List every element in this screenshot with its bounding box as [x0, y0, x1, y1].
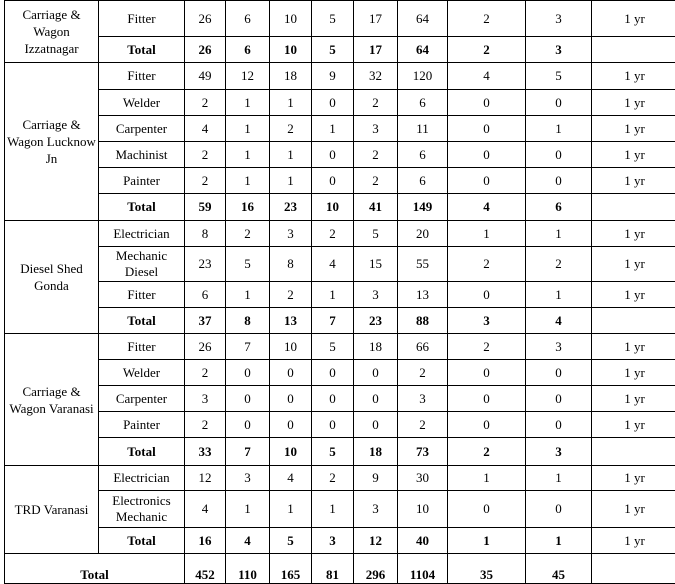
table-row: [5, 142, 675, 168]
col-8-cell: 0: [526, 491, 592, 528]
col-6-cell: 3: [398, 386, 448, 412]
col-2-cell: 8: [226, 308, 270, 334]
duration-cell: 1 yr: [592, 1, 675, 37]
col-3-cell: 10: [270, 334, 312, 360]
trade-cell: Welder: [99, 360, 185, 386]
unit-name-cell: Diesel Shed Gonda: [5, 221, 99, 334]
col-5-cell: 17: [354, 1, 398, 37]
col-5-cell: 0: [354, 386, 398, 412]
col-4-cell: 3: [312, 528, 354, 554]
col-8-cell: 0: [526, 90, 592, 116]
col-7-cell: 0: [448, 90, 526, 116]
table-row: [5, 412, 675, 438]
col-6-cell: 2: [398, 412, 448, 438]
col-4-cell: 5: [312, 438, 354, 466]
col-6-cell: 30: [398, 466, 448, 491]
col-1-cell: 26: [185, 1, 226, 37]
col-8-cell: 1: [526, 221, 592, 247]
col-4-cell: 1: [312, 282, 354, 308]
col-7-cell: 2: [448, 438, 526, 466]
col-2-total-cell: 110: [226, 554, 270, 584]
col-5-cell: 41: [354, 194, 398, 221]
grand-total-label: Total: [5, 554, 185, 584]
col-4-cell: 0: [312, 168, 354, 194]
duration-total-cell: [592, 554, 675, 584]
duration-cell: 1 yr: [592, 247, 675, 282]
col-2-cell: 4: [226, 528, 270, 554]
duration-cell: 1 yr: [592, 334, 675, 360]
duration-cell: [592, 438, 675, 466]
col-5-cell: 9: [354, 466, 398, 491]
trade-cell: Painter: [99, 412, 185, 438]
col-3-cell: 1: [270, 168, 312, 194]
col-3-cell: 3: [270, 221, 312, 247]
col-1-cell: 23: [185, 247, 226, 282]
duration-cell: 1 yr: [592, 168, 675, 194]
col-8-cell: 3: [526, 37, 592, 63]
col-2-cell: 6: [226, 1, 270, 37]
col-1-cell: 16: [185, 528, 226, 554]
table-row: [5, 63, 675, 90]
col-2-cell: 2: [226, 221, 270, 247]
col-1-cell: 49: [185, 63, 226, 90]
col-5-cell: 3: [354, 491, 398, 528]
col-3-cell: 10: [270, 438, 312, 466]
col-7-cell: 1: [448, 528, 526, 554]
col-8-cell: 1: [526, 282, 592, 308]
col-7-cell: 2: [448, 334, 526, 360]
col-8-cell: 0: [526, 142, 592, 168]
col-3-cell: 2: [270, 116, 312, 142]
duration-cell: 1 yr: [592, 142, 675, 168]
col-4-cell: 1: [312, 491, 354, 528]
col-7-cell: 0: [448, 116, 526, 142]
col-5-cell: 0: [354, 412, 398, 438]
trade-cell: Welder: [99, 90, 185, 116]
col-2-cell: 1: [226, 491, 270, 528]
col-8-total-cell: 45: [526, 554, 592, 584]
duration-cell: 1 yr: [592, 116, 675, 142]
col-4-cell: 0: [312, 412, 354, 438]
trade-cell: Fitter: [99, 334, 185, 360]
table-row: [5, 221, 675, 247]
trade-cell: Total: [99, 308, 185, 334]
col-6-cell: 40: [398, 528, 448, 554]
col-5-cell: 15: [354, 247, 398, 282]
col-1-cell: 4: [185, 116, 226, 142]
col-4-cell: 0: [312, 386, 354, 412]
col-6-total-cell: 1104: [398, 554, 448, 584]
col-8-cell: 1: [526, 466, 592, 491]
col-2-cell: 0: [226, 386, 270, 412]
col-5-cell: 3: [354, 116, 398, 142]
col-1-cell: 6: [185, 282, 226, 308]
col-3-cell: 0: [270, 386, 312, 412]
col-2-cell: 7: [226, 438, 270, 466]
col-3-cell: 8: [270, 247, 312, 282]
col-3-cell: 13: [270, 308, 312, 334]
col-7-cell: 0: [448, 491, 526, 528]
table-row: [5, 1, 675, 37]
table-row: [5, 90, 675, 116]
trade-cell: Painter: [99, 168, 185, 194]
unit-name-cell: Carriage & Wagon Lucknow Jn: [5, 63, 99, 221]
col-5-cell: 32: [354, 63, 398, 90]
col-4-cell: 0: [312, 90, 354, 116]
trade-cell: Machinist: [99, 142, 185, 168]
section-total-row: [5, 37, 675, 63]
col-7-cell: 0: [448, 360, 526, 386]
trade-cell: Fitter: [99, 282, 185, 308]
trade-cell: Total: [99, 37, 185, 63]
col-2-cell: 1: [226, 282, 270, 308]
duration-cell: 1 yr: [592, 528, 675, 554]
col-2-cell: 7: [226, 334, 270, 360]
col-4-cell: 2: [312, 466, 354, 491]
col-1-cell: 12: [185, 466, 226, 491]
trade-cell: Electrician: [99, 466, 185, 491]
col-1-cell: 2: [185, 142, 226, 168]
trade-cell: Total: [99, 438, 185, 466]
col-7-cell: 2: [448, 37, 526, 63]
col-6-cell: 88: [398, 308, 448, 334]
trade-cell: Electrician: [99, 221, 185, 247]
table-body: [5, 1, 675, 584]
unit-name-cell: TRD Varanasi: [5, 466, 99, 554]
col-1-cell: 2: [185, 90, 226, 116]
col-7-cell: 0: [448, 386, 526, 412]
col-1-cell: 59: [185, 194, 226, 221]
col-8-cell: 4: [526, 308, 592, 334]
col-6-cell: 64: [398, 37, 448, 63]
trade-cell: Total: [99, 194, 185, 221]
col-7-cell: 0: [448, 282, 526, 308]
table-row: [5, 282, 675, 308]
col-5-cell: 17: [354, 37, 398, 63]
duration-cell: [592, 37, 675, 63]
col-6-cell: 20: [398, 221, 448, 247]
col-6-cell: 13: [398, 282, 448, 308]
col-2-cell: 1: [226, 90, 270, 116]
table-row: [5, 491, 675, 528]
col-7-cell: 0: [448, 168, 526, 194]
col-7-total-cell: 35: [448, 554, 526, 584]
col-6-cell: 149: [398, 194, 448, 221]
duration-cell: 1 yr: [592, 282, 675, 308]
trade-cell: Fitter: [99, 63, 185, 90]
col-3-cell: 5: [270, 528, 312, 554]
duration-cell: [592, 308, 675, 334]
col-7-cell: 2: [448, 247, 526, 282]
col-3-total-cell: 165: [270, 554, 312, 584]
col-8-cell: 3: [526, 334, 592, 360]
col-1-cell: 26: [185, 37, 226, 63]
col-6-cell: 120: [398, 63, 448, 90]
col-4-cell: 1: [312, 116, 354, 142]
col-2-cell: 1: [226, 116, 270, 142]
trade-cell: Total: [99, 528, 185, 554]
apprentice-table: [4, 0, 675, 584]
table-row: [5, 116, 675, 142]
col-3-cell: 10: [270, 37, 312, 63]
col-3-cell: 1: [270, 491, 312, 528]
col-3-cell: 10: [270, 1, 312, 37]
duration-cell: 1 yr: [592, 63, 675, 90]
trade-cell: Carpenter: [99, 116, 185, 142]
col-5-cell: 23: [354, 308, 398, 334]
col-4-cell: 0: [312, 142, 354, 168]
col-8-cell: 1: [526, 116, 592, 142]
col-2-cell: 0: [226, 360, 270, 386]
col-8-cell: 0: [526, 168, 592, 194]
col-2-cell: 1: [226, 168, 270, 194]
col-8-cell: 5: [526, 63, 592, 90]
col-2-cell: 1: [226, 142, 270, 168]
col-8-cell: 3: [526, 438, 592, 466]
col-4-cell: 7: [312, 308, 354, 334]
col-5-cell: 3: [354, 282, 398, 308]
col-1-cell: 2: [185, 412, 226, 438]
col-4-cell: 9: [312, 63, 354, 90]
col-6-cell: 6: [398, 90, 448, 116]
col-5-cell: 2: [354, 168, 398, 194]
trade-cell: Fitter: [99, 1, 185, 37]
col-8-cell: 0: [526, 360, 592, 386]
col-4-cell: 5: [312, 1, 354, 37]
col-6-cell: 66: [398, 334, 448, 360]
duration-cell: 1 yr: [592, 221, 675, 247]
col-2-cell: 16: [226, 194, 270, 221]
col-5-cell: 5: [354, 221, 398, 247]
col-8-cell: 6: [526, 194, 592, 221]
col-6-cell: 6: [398, 168, 448, 194]
col-8-cell: 0: [526, 386, 592, 412]
section-total-row: [5, 194, 675, 221]
col-2-cell: 12: [226, 63, 270, 90]
col-6-cell: 73: [398, 438, 448, 466]
col-1-cell: 2: [185, 360, 226, 386]
col-1-cell: 3: [185, 386, 226, 412]
col-5-cell: 12: [354, 528, 398, 554]
col-7-cell: 3: [448, 308, 526, 334]
col-3-cell: 2: [270, 282, 312, 308]
duration-cell: 1 yr: [592, 491, 675, 528]
col-4-cell: 10: [312, 194, 354, 221]
col-5-cell: 2: [354, 90, 398, 116]
col-4-cell: 0: [312, 360, 354, 386]
col-3-cell: 1: [270, 90, 312, 116]
col-7-cell: 1: [448, 221, 526, 247]
table-row: [5, 386, 675, 412]
trade-cell: Electronics Mechanic: [99, 491, 185, 528]
col-7-cell: 4: [448, 194, 526, 221]
col-3-cell: 23: [270, 194, 312, 221]
col-3-cell: 0: [270, 360, 312, 386]
section-total-row: [5, 308, 675, 334]
unit-name-cell: Carriage & Wagon Varanasi: [5, 334, 99, 466]
col-4-cell: 5: [312, 334, 354, 360]
col-2-cell: 6: [226, 37, 270, 63]
col-3-cell: 1: [270, 142, 312, 168]
unit-name-cell: Carriage & Wagon Izzatnagar: [5, 1, 99, 63]
table-row: [5, 466, 675, 491]
col-7-cell: 4: [448, 63, 526, 90]
col-4-cell: 5: [312, 37, 354, 63]
duration-cell: 1 yr: [592, 386, 675, 412]
col-2-cell: 3: [226, 466, 270, 491]
col-3-cell: 0: [270, 412, 312, 438]
col-2-cell: 5: [226, 247, 270, 282]
col-8-cell: 2: [526, 247, 592, 282]
col-1-cell: 26: [185, 334, 226, 360]
table-row: [5, 168, 675, 194]
col-5-cell: 18: [354, 334, 398, 360]
col-6-cell: 64: [398, 1, 448, 37]
trade-cell: Mechanic Diesel: [99, 247, 185, 282]
col-4-total-cell: 81: [312, 554, 354, 584]
col-7-cell: 2: [448, 1, 526, 37]
grand-total-row: [5, 554, 675, 584]
col-3-cell: 4: [270, 466, 312, 491]
duration-cell: [592, 194, 675, 221]
col-1-cell: 37: [185, 308, 226, 334]
duration-cell: 1 yr: [592, 412, 675, 438]
table-row: [5, 360, 675, 386]
trade-cell: Carpenter: [99, 386, 185, 412]
col-6-cell: 2: [398, 360, 448, 386]
col-1-cell: 2: [185, 168, 226, 194]
col-8-cell: 1: [526, 528, 592, 554]
col-5-cell: 0: [354, 360, 398, 386]
col-1-cell: 33: [185, 438, 226, 466]
duration-cell: 1 yr: [592, 90, 675, 116]
col-1-total-cell: 452: [185, 554, 226, 584]
col-6-cell: 6: [398, 142, 448, 168]
section-total-row: [5, 528, 675, 554]
col-3-cell: 18: [270, 63, 312, 90]
col-5-cell: 2: [354, 142, 398, 168]
col-6-cell: 10: [398, 491, 448, 528]
col-7-cell: 1: [448, 466, 526, 491]
col-1-cell: 8: [185, 221, 226, 247]
col-4-cell: 4: [312, 247, 354, 282]
col-7-cell: 0: [448, 412, 526, 438]
col-5-cell: 18: [354, 438, 398, 466]
col-6-cell: 11: [398, 116, 448, 142]
col-8-cell: 3: [526, 1, 592, 37]
table-row: [5, 334, 675, 360]
section-total-row: [5, 438, 675, 466]
col-6-cell: 55: [398, 247, 448, 282]
col-8-cell: 0: [526, 412, 592, 438]
duration-cell: 1 yr: [592, 466, 675, 491]
col-1-cell: 4: [185, 491, 226, 528]
table-row: [5, 247, 675, 282]
col-2-cell: 0: [226, 412, 270, 438]
col-7-cell: 0: [448, 142, 526, 168]
col-5-total-cell: 296: [354, 554, 398, 584]
col-4-cell: 2: [312, 221, 354, 247]
duration-cell: 1 yr: [592, 360, 675, 386]
